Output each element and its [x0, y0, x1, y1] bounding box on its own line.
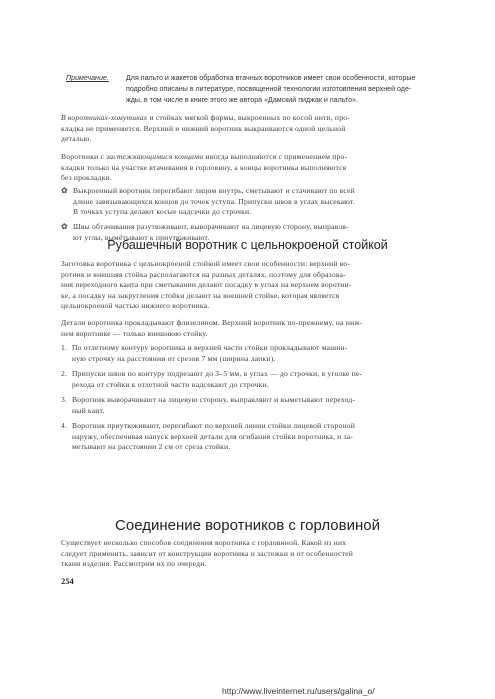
section-heading-collar-neckline: Соединение воротников с горловиной — [115, 517, 380, 534]
step-text: Воротник выворачивают на лицевую сторону, выправляют и выметывают переход- ный кант. — [72, 395, 356, 415]
step-number: 1. — [61, 343, 68, 352]
step-number: 4. — [61, 421, 68, 430]
numbered-step — [61, 395, 443, 416]
note-text: Для пальто и жакетов обработка втачных воротников имеет свои особенности, которые подробно описаны в литературе, посвященной технологии изготовления верхней оде- жды, в том числе в книге этого же автора «Дамский пиджак и пальто». — [126, 74, 416, 104]
section-heading-shirt-collar: Рубашечный воротник с цельнокроеной стойкой — [107, 238, 388, 252]
bullet-text: Выкроенный воротник перегибают лицом внутрь, сметывают и стачивают по всей длине завязывающихся концов до точек уступа. Припуски швов в углах высекают. В точках уступа делают косые надсечки до строчки. — [73, 186, 355, 217]
paragraph-pre: Воротники с — [61, 152, 107, 161]
numbered-step — [61, 343, 443, 364]
step-number: 3. — [61, 395, 68, 404]
note-label: Примечание. — [66, 74, 109, 82]
page-number: 254 — [61, 576, 74, 586]
numbered-step — [61, 421, 443, 453]
paragraph-joining-methods: Существует несколько способов соединения воротника с горловиной. Какой из них следует применить, зависит от конструкции воротника и застежки и от особенностей ткани изделия. Рассмотрим их по очереди. — [61, 538, 353, 569]
bullet-item — [61, 186, 443, 218]
paragraph-fastening-collars — [61, 152, 443, 184]
paragraph-lead-italic: В воротниках-хомутиках — [61, 113, 148, 122]
numbered-step — [61, 369, 443, 390]
paragraph-collar-blank: Заготовка воротника с цельнокроеной стойкой имеет свои особенности: верхний во- ротник и внешняя стойка располагаются на разных деталях, поэтому для образова- ния переходного канта при сметывании делают посадку в углах на верхнем воротни- ке, а посадку на закругления стойки делают на внешней стойке, которая является цельнокроеной частью нижнего воротника. — [61, 259, 352, 311]
paragraph-collar-types — [61, 113, 443, 145]
note-block — [66, 73, 441, 106]
step-text: По отлетному контуру воротника и верхней части стойки прокладывают машин- ную строчку на расстоянии от срезов 7 мм (ширина лапки). — [72, 343, 348, 363]
flower-bullet-icon: ✿ — [61, 222, 68, 231]
paragraph-interfacing: Детали воротника прокладывают флизелином. Верхний воротник по-прежнему, на ниж- нем воротнике — только внешнюю стойку. — [61, 318, 363, 338]
step-number: 2. — [61, 369, 68, 378]
footer-url: http://www.liveinternet.ru/users/galina_o/ — [222, 686, 375, 696]
bullet-text: Швы обтачивания разутюживают, выворачивают на лицевую сторону, выправля- ют углы, вымётывают к приутюживают. — [73, 222, 349, 242]
step-text: Припуски швов по контуру подрезают до 3–5 мм, в углах — до строчки, в уголке пе- рехода от стойки к отлетной части надсекают до строчки. — [72, 369, 363, 389]
paragraph-italic-term: застежкающимися концами — [106, 152, 204, 161]
flower-bullet-icon: ✿ — [61, 186, 68, 195]
paragraph-text: и стойках мягкой формы, выкроенных по косой нити, про- кладка не применяется. Верхний и нижний воротник выкраиваются одной цельной деталью. — [61, 113, 350, 144]
step-text: Воротник приутюживают, перегибают по верхней линии стойки лицевой стороной наружу, обеспечивая напуск верхней детали для огибания стойки воротника, и за- метывают на расстоянии 2 см от среза стойки. — [72, 421, 355, 452]
paragraph-text: иногда выполняются с применением про- кладки только на участке втачивания в горловину, а концы воротника выполняются без прокладки. — [61, 152, 348, 183]
